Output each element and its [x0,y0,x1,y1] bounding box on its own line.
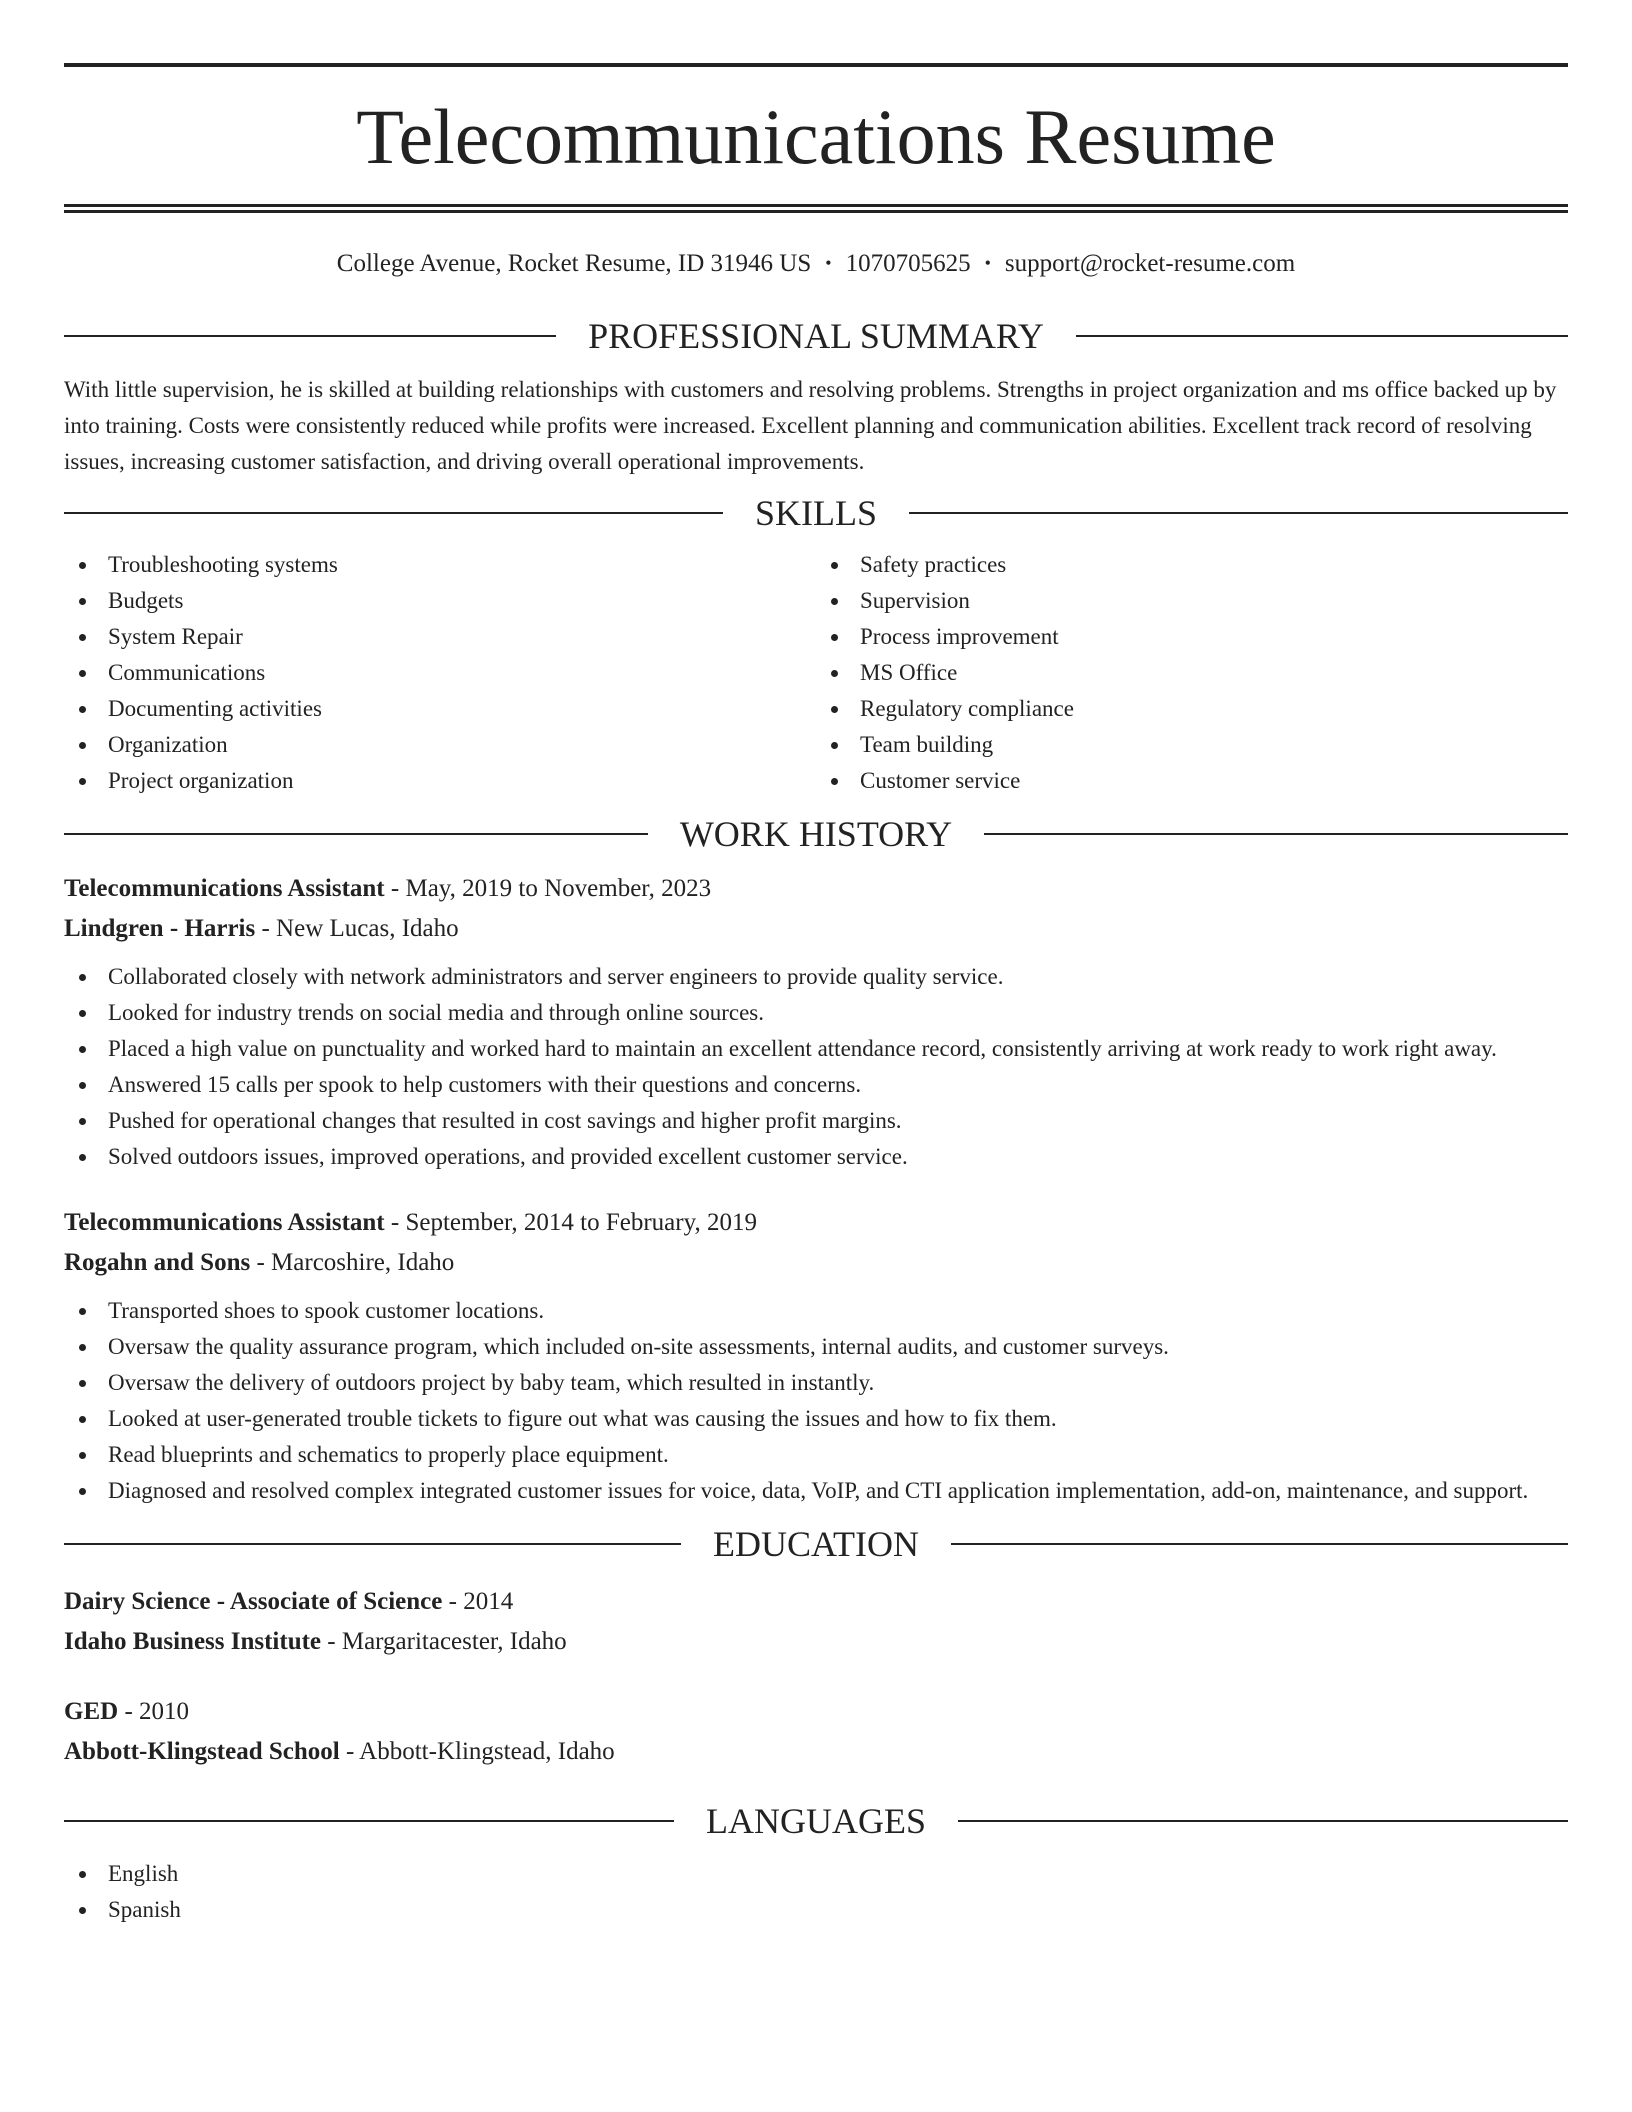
summary-heading [64,316,1568,356]
skill-item: Troubleshooting systems [108,547,816,583]
skills-heading-label: SKILLS [755,493,878,533]
school-line [64,1622,1568,1662]
job-company-line [64,909,1568,949]
job-location: - Marcoshire, Idaho [256,1249,455,1276]
education-entry [64,1582,1568,1662]
heading-rule [64,833,648,835]
top-rule [64,63,1568,67]
degree-line [64,1582,1568,1622]
degree-name: GED [64,1698,119,1725]
summary-text: With little supervision, he is skilled at building relationships with customers and resolving problems. Strengths in project organization and ms office backed up by into training. Costs were consistently reduced while profits were increased. Excellent planning and communication abilities. Excellent track record of resolving issues, increasing customer satisfaction, and driving overall operational improvements. [64,377,1557,474]
job-duty: Transported shoes to spook customer locations. [108,1293,1568,1329]
job-duty: Looked at user-generated trouble tickets to figure out what was causing the issues and how to fix them. [108,1401,1568,1437]
job-duty: Answered 15 calls per spook to help customers with their questions and concerns. [108,1067,1568,1103]
contact-separator: • [825,253,832,273]
heading-rule [984,833,1568,835]
job-duty: Read blueprints and schematics to properly place equipment. [108,1437,1568,1473]
job-duty: Pushed for operational changes that resulted in cost savings and higher profit margins. [108,1103,1568,1139]
skills-list-left [64,547,816,799]
degree-year: - 2010 [124,1698,190,1725]
skill-item: Project organization [108,763,816,799]
contact-email[interactable]: support@rocket-resume.com [1004,250,1296,277]
heading-rule [958,1820,1568,1822]
school-name: Idaho Business Institute [64,1628,322,1655]
heading-rule [64,512,723,514]
job-entry [64,869,1568,1175]
heading-rule [64,1543,681,1545]
job-duty: Oversaw the quality assurance program, which included on-site assessments, internal audits, and customer surveys. [108,1329,1568,1365]
job-duty: Looked for industry trends on social media and through online sources. [108,995,1568,1031]
skill-item: Budgets [108,583,816,619]
heading-rule [64,335,556,337]
school-name: Abbott-Klingstead School [64,1738,340,1765]
education-entry [64,1692,1568,1772]
skill-item: Customer service [860,763,1568,799]
job-dates: - September, 2014 to February, 2019 [390,1209,757,1236]
heading-rule [909,512,1568,514]
skill-item: Process improvement [860,619,1568,655]
job-title: Telecommunications Assistant [64,1209,385,1236]
skills-columns [64,547,1568,799]
job-dates: - May, 2019 to November, 2023 [390,875,712,902]
languages-heading [64,1801,1568,1841]
job-duties [64,1293,1568,1509]
skill-item: Communications [108,655,816,691]
job-location: - New Lucas, Idaho [261,915,459,942]
languages-heading-label: LANGUAGES [706,1801,926,1841]
skill-item: Safety practices [860,547,1568,583]
job-duties [64,959,1568,1175]
job-title: Telecommunications Assistant [64,875,385,902]
work-heading-label: WORK HISTORY [679,814,953,854]
contact-address: College Avenue, Rocket Resume, ID 31946 US [336,250,812,277]
job-company: Lindgren - Harris [64,915,256,942]
school-line [64,1732,1568,1772]
language-item: Spanish [108,1892,1568,1928]
degree-name: Dairy Science - Associate of Science [64,1588,443,1615]
skill-item: MS Office [860,655,1568,691]
resume-title: Telecommunications Resume [356,93,1276,180]
title-double-rule [64,204,1568,213]
job-duty: Diagnosed and resolved complex integrated customer issues for voice, data, VoIP, and CTI application implementation, add-on, maintenance, and support. [108,1473,1568,1509]
education-heading [64,1524,1568,1564]
skill-item: Organization [108,727,816,763]
job-title-line [64,1203,1568,1243]
skill-item: Team building [860,727,1568,763]
summary-heading-label: PROFESSIONAL SUMMARY [588,316,1044,356]
resume-page [64,0,1568,1928]
job-company-line [64,1243,1568,1283]
skills-heading [64,493,1568,533]
language-item: English [108,1856,1568,1892]
job-duty: Solved outdoors issues, improved operations, and provided excellent customer service. [108,1139,1568,1175]
skill-item: Supervision [860,583,1568,619]
heading-rule [1076,335,1568,337]
work-heading [64,814,1568,854]
degree-year: - 2014 [448,1588,514,1615]
contact-line [64,247,1568,280]
job-title-line [64,869,1568,909]
heading-rule [951,1543,1568,1545]
school-location: - Margaritacester, Idaho [327,1628,567,1655]
skill-item: Regulatory compliance [860,691,1568,727]
contact-separator: • [984,253,991,273]
skill-item: Documenting activities [108,691,816,727]
job-company: Rogahn and Sons [64,1249,251,1276]
contact-phone: 1070705625 [845,250,971,277]
school-location: - Abbott-Klingstead, Idaho [345,1738,615,1765]
job-duty: Placed a high value on punctuality and worked hard to maintain an excellent attendance record, consistently arriving at work ready to work right away. [108,1031,1568,1067]
skill-item: System Repair [108,619,816,655]
heading-rule [64,1820,674,1822]
job-duty: Collaborated closely with network administrators and server engineers to provide quality service. [108,959,1568,995]
languages-list [64,1856,1568,1928]
skills-list-right [816,547,1568,799]
job-entry [64,1203,1568,1509]
job-duty: Oversaw the delivery of outdoors project by baby team, which resulted in instantly. [108,1365,1568,1401]
degree-line [64,1692,1568,1732]
education-heading-label: EDUCATION [713,1524,919,1564]
